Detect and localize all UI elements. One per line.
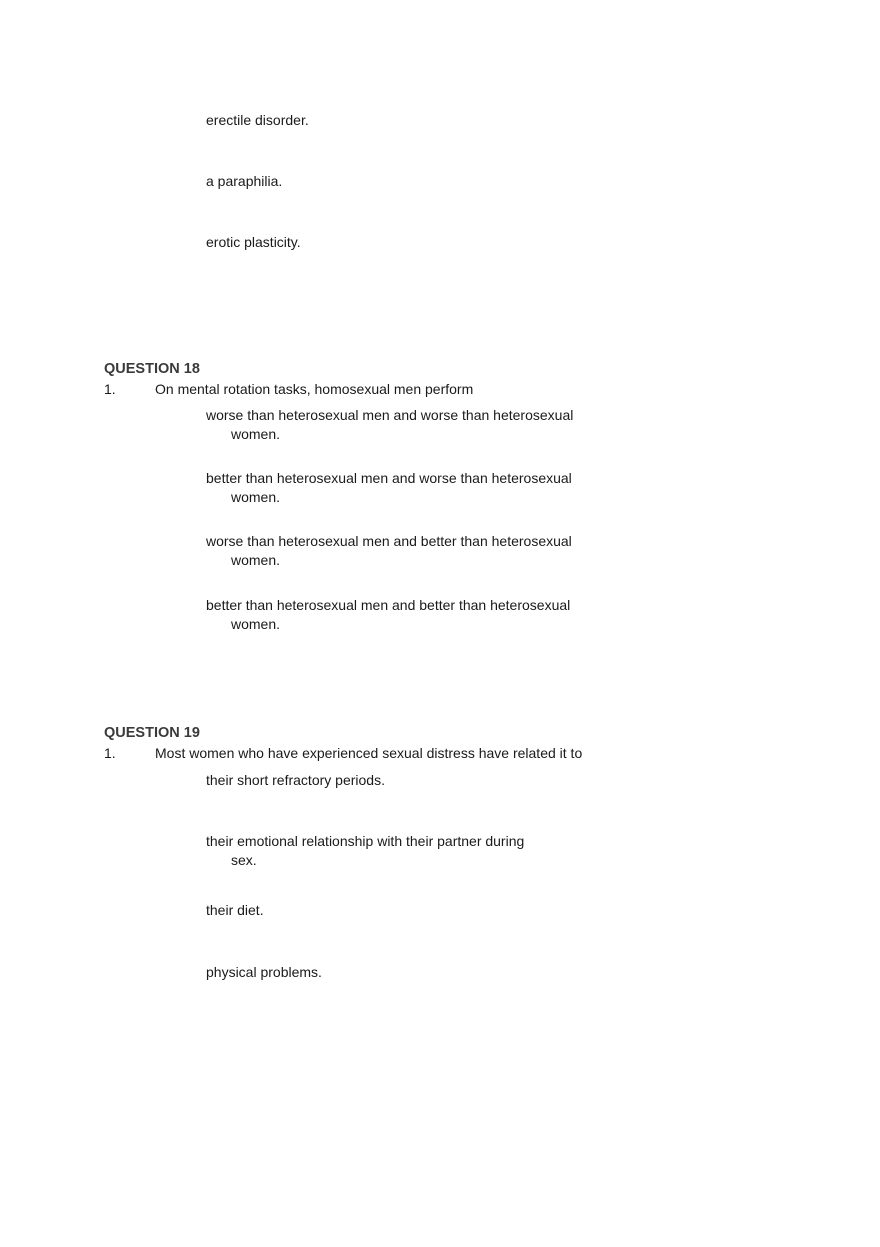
answer-option <box>206 532 572 570</box>
option-line-continued: women. <box>231 552 281 568</box>
question-heading: QUESTION 18 <box>104 361 200 377</box>
option-line: their short refractory periods. <box>206 772 385 788</box>
answer-option <box>206 596 570 634</box>
answer-option <box>206 901 264 920</box>
option-line-continued: women. <box>231 616 281 632</box>
question-stem: Most women who have experienced sexual distress have related it to <box>155 745 583 761</box>
option-erectile-disorder: erectile disorder. <box>206 112 309 128</box>
question-stem: On mental rotation tasks, homosexual men perform <box>155 381 474 397</box>
option-line: worse than heterosexual men and worse than heterosexual <box>206 407 574 423</box>
answer-option <box>206 469 572 507</box>
question-number: 1. <box>104 381 116 397</box>
option-line: physical problems. <box>206 964 322 980</box>
answer-option <box>206 963 322 982</box>
question-number: 1. <box>104 745 116 761</box>
option-line: better than heterosexual men and worse than heterosexual <box>206 470 572 486</box>
option-erotic-plasticity: erotic plasticity. <box>206 234 301 250</box>
option-line: better than heterosexual men and better than heterosexual <box>206 597 571 613</box>
option-line: their diet. <box>206 902 264 918</box>
option-line: their emotional relationship with their partner during <box>206 833 525 849</box>
option-paraphilia: a paraphilia. <box>206 173 283 189</box>
option-line: worse than heterosexual men and better than heterosexual <box>206 533 572 549</box>
option-line-continued: women. <box>231 426 281 442</box>
option-line-continued: sex. <box>231 852 257 868</box>
option-line-continued: women. <box>231 489 281 505</box>
answer-option <box>206 832 524 870</box>
question-heading: QUESTION 19 <box>104 725 200 741</box>
answer-option <box>206 771 385 790</box>
answer-option <box>206 406 573 444</box>
